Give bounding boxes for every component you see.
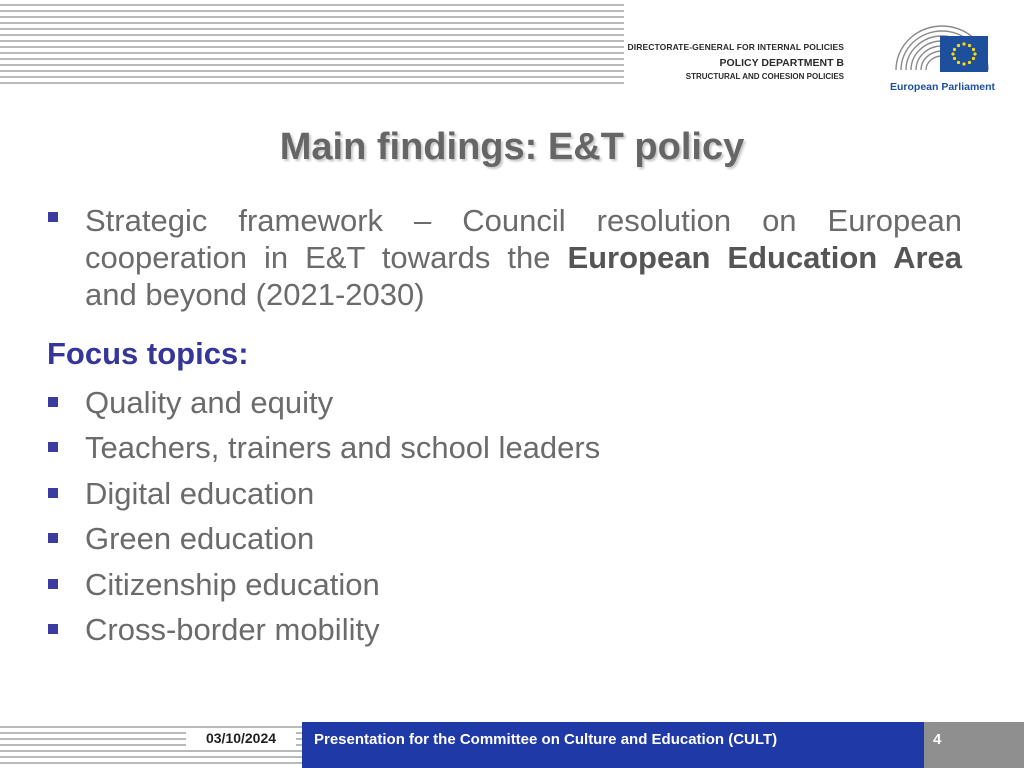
bullet-square-icon: [48, 533, 58, 543]
topic-label: Quality and equity: [85, 385, 334, 420]
slide-title: Main findings: E&T policy: [279, 126, 745, 168]
intro-text: [85, 202, 962, 313]
topic-label: Cross-border mobility: [85, 611, 380, 647]
header-stripes: [0, 0, 624, 86]
list-item: [48, 427, 948, 472]
intro-bullet: [48, 202, 962, 313]
footer-date: 03/10/2024: [186, 730, 296, 746]
header-logo: [627, 22, 1002, 98]
intro-part2: and beyond (2021-2030): [85, 277, 425, 312]
footer-presentation-title: Presentation for the Committee on Culture and Education (CULT): [314, 731, 778, 748]
list-item: [48, 518, 948, 563]
topics-list: [48, 382, 948, 654]
page-number: 4: [933, 731, 942, 748]
dg-line1: DIRECTORATE-GENERAL FOR INTERNAL POLICIES: [627, 42, 844, 52]
bullet-square-icon: [48, 488, 58, 498]
focus-heading: Focus topics:: [47, 336, 249, 371]
intro-part1: Strategic framework – Council resolution on European cooperation in E&T towards the: [85, 203, 962, 275]
list-item: [48, 382, 948, 427]
european-parliament-emblem: [892, 22, 992, 80]
topic-label: Teachers, trainers and school leaders: [85, 430, 601, 466]
footer-bar: [302, 722, 924, 768]
institution-name: European Parliament: [890, 81, 996, 93]
list-item: [48, 609, 948, 654]
dg-line2: POLICY DEPARTMENT B: [719, 57, 844, 69]
bullet-square-icon: [48, 212, 58, 222]
eu-flag-icon: [940, 36, 988, 72]
topic-label: Citizenship education: [85, 566, 380, 602]
list-item: [48, 473, 948, 518]
list-item: [48, 564, 948, 609]
bullet-square-icon: [48, 442, 58, 452]
bullet-square-icon: [48, 397, 58, 407]
page-number-box: [924, 722, 1024, 768]
intro-bold: European Education Area: [567, 240, 962, 275]
dg-line3: STRUCTURAL AND COHESION POLICIES: [685, 72, 844, 81]
topic-label: Green education: [85, 521, 315, 557]
bullet-square-icon: [48, 579, 58, 589]
bullet-square-icon: [48, 624, 58, 634]
topic-label: Digital education: [85, 475, 315, 511]
